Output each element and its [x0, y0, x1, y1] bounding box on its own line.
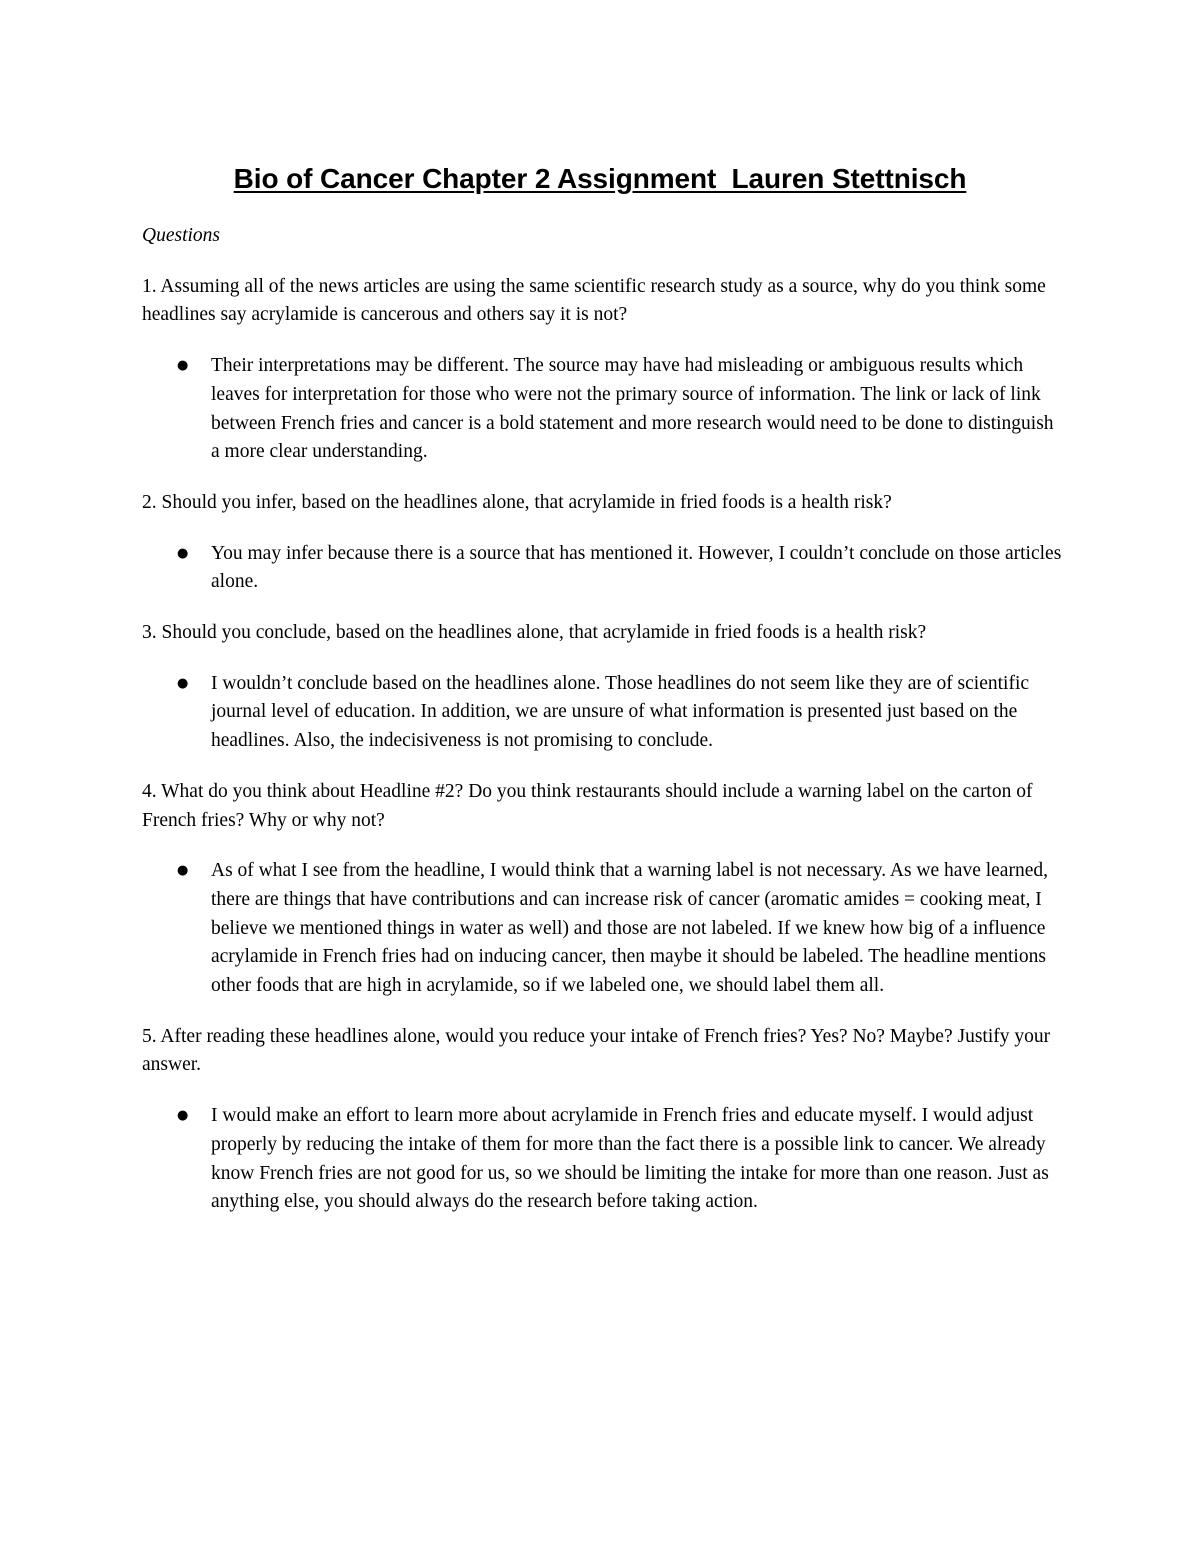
answer-5	[142, 1102, 1067, 1217]
document-title: Bio of Cancer Chapter 2 Assignment Lauren Stettnisch	[233, 163, 967, 194]
answer-1	[142, 352, 1067, 467]
answer-text: Their interpretations may be different. The source may have had misleading or ambiguous results which leaves for interpretation for those who were not the primary source of information. The link or lack of link between French fries and cancer is a bold statement and more research would need to be done to distinguish a more clear understanding.	[211, 355, 1054, 463]
question-1: 1. Assuming all of the news articles are using the same scientific research study as a source, why do you think some headlines say acrylamide is cancerous and others say it is not?	[142, 275, 1046, 326]
answer-text: I wouldn’t conclude based on the headlines alone. Those headlines do not seem like they are of scientific journal level of education. In addition, we are unsure of what information is presented just based on the headlines. Also, the indecisiveness is not promising to conclude.	[211, 672, 1030, 752]
answer-list-3	[142, 670, 1067, 756]
question-2: 2. Should you infer, based on the headlines alone, that acrylamide in fried foods is a health risk?	[142, 491, 892, 513]
bullet-icon: ●	[177, 675, 189, 691]
document-body	[142, 222, 1067, 1239]
answer-2	[142, 540, 1067, 597]
question-4: 4. What do you think about Headline #2? Do you think restaurants should include a warning label on the carton of French fries? Why or why not?	[142, 780, 1033, 831]
answer-list-2	[142, 540, 1067, 597]
bullet-icon: ●	[177, 545, 189, 561]
answer-list-1	[142, 352, 1067, 467]
section-label: Questions	[142, 225, 220, 246]
answer-list-4	[142, 857, 1067, 1001]
bullet-icon: ●	[177, 863, 189, 879]
bullet-icon: ●	[177, 358, 189, 374]
question-5: 5. After reading these headlines alone, would you reduce your intake of French fries? Yes? No? Maybe? Justify your answer.	[142, 1025, 1051, 1076]
answer-4	[142, 857, 1067, 1001]
answer-3	[142, 670, 1067, 756]
bullet-icon: ●	[177, 1108, 189, 1124]
question-3: 3. Should you conclude, based on the headlines alone, that acrylamide in fried foods is a health risk?	[142, 622, 927, 644]
answer-text: You may infer because there is a source that has mentioned it. However, I couldn’t conclude on those articles alone.	[211, 542, 1062, 593]
answer-text: As of what I see from the headline, I would think that a warning label is not necessary. As we have learned, there are things that have contributions and can increase risk of cancer (aromatic amides = cooking meat, I believe we mentioned things in water as well) and those are not labeled. If we knew how big of a influence acrylamide in French fries had on inducing cancer, then maybe it should be labeled. The headline mentions other foods that are high in acrylamide, so if we labeled one, we should label them all.	[211, 860, 1048, 997]
answer-text: I would make an effort to learn more about acrylamide in French fries and educate myself. I would adjust properly by reducing the intake of them for more than the fact there is a possible link to cancer. We already know French fries are not good for us, so we should be limiting the intake for more than one reason. Just as anything else, you should always do the research before taking action.	[211, 1105, 1049, 1213]
answer-list-5	[142, 1102, 1067, 1217]
